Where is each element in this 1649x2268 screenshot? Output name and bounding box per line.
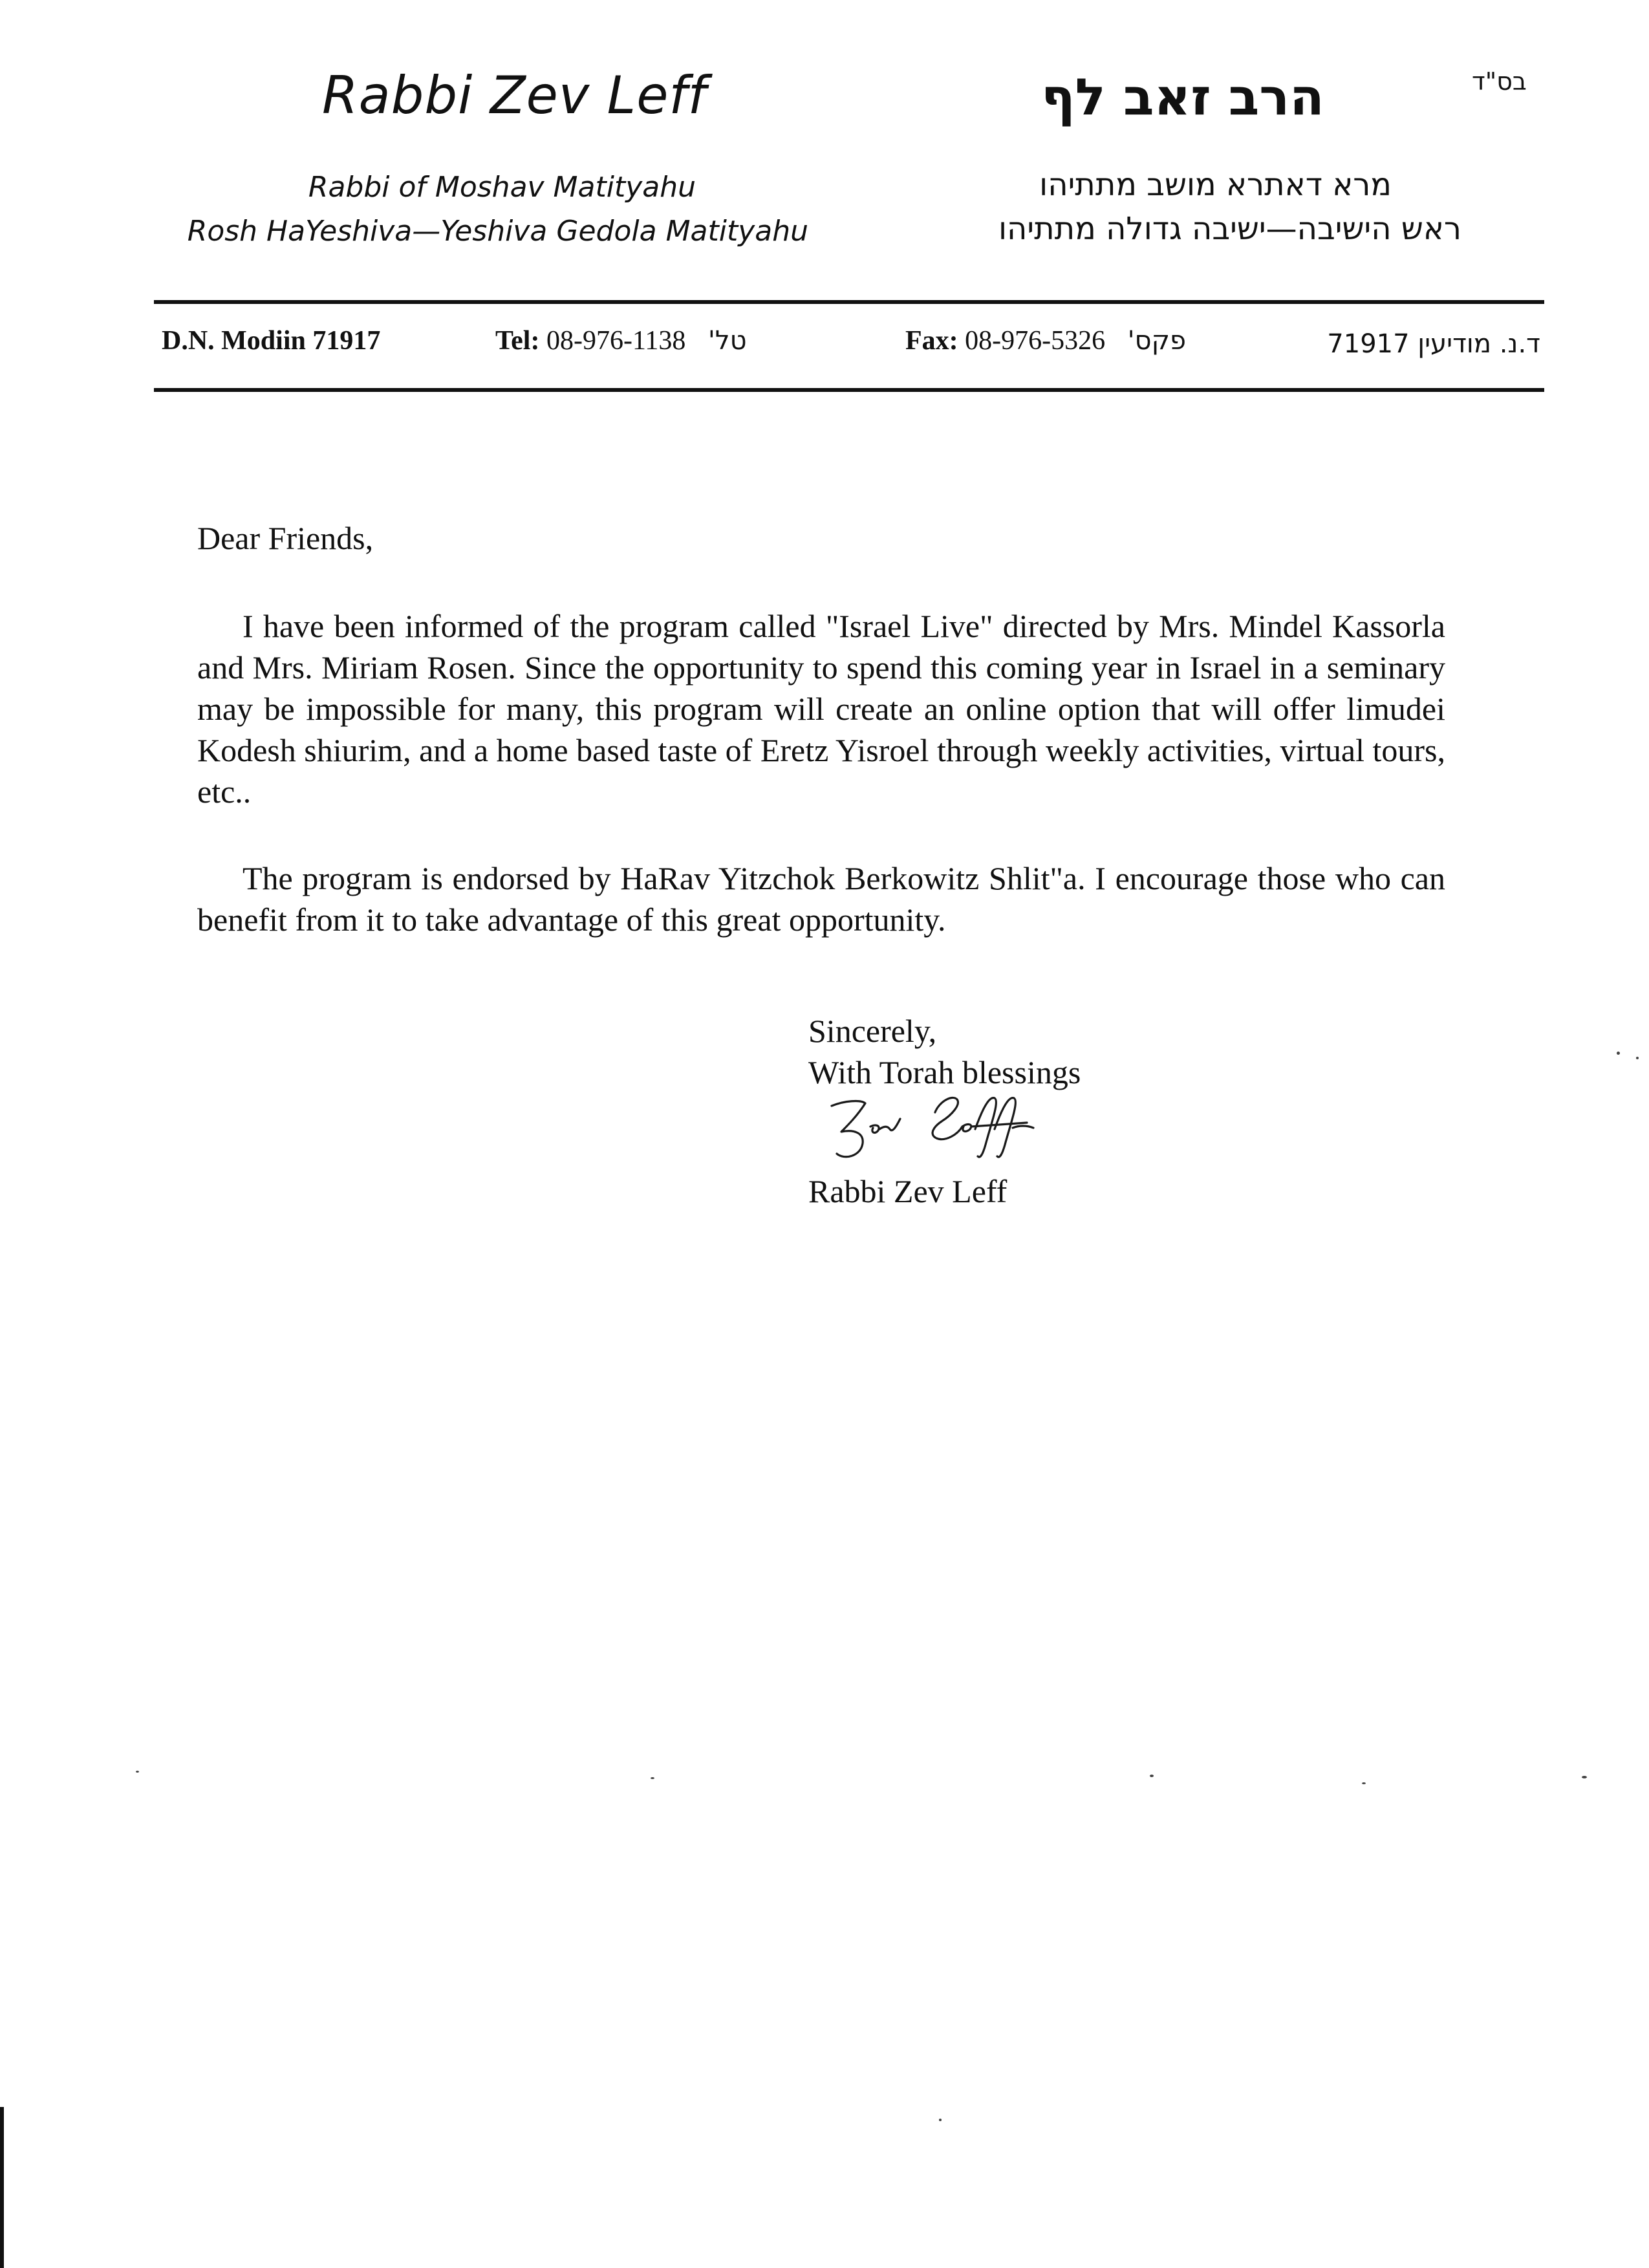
handwritten-signature <box>825 1086 1039 1171</box>
scan-speck <box>1582 1776 1587 1778</box>
paragraph-1: I have been informed of the program called "Israel Live" directed by Mrs. Mindel Kassorla and Mrs. Miriam Rosen. Since the opportunity to spend this coming year in Israel in a seminary may be impossible for many, this program will create an online option that will offer limudei Kodesh shiurim, and a home based taste of Eretz Yisroel through weekly activities, virtual tours, etc.. <box>197 608 1445 810</box>
scan-speck <box>1362 1782 1366 1784</box>
fax-label: Fax: <box>905 326 958 356</box>
closing-line-1: Sincerely, <box>808 1013 937 1049</box>
scan-speck <box>939 2119 942 2121</box>
contact-address-english <box>162 327 380 354</box>
contact-address-hebrew: ד.נ. מודיעין 71917 <box>1327 329 1540 359</box>
fax-number: 08-976-5326 <box>965 326 1106 356</box>
scan-edge-mark <box>0 2107 4 2268</box>
scan-speck <box>1636 1057 1639 1059</box>
tel-number: 08-976-1138 <box>546 326 686 356</box>
scan-speck <box>1150 1775 1154 1777</box>
letterhead-subtitle-english-2: Rosh HaYeshiva—Yeshiva Gedola Matityahu <box>187 215 808 248</box>
paragraph-2: The program is endorsed by HaRav Yitzchok Berkowitz Shlit"a. I encourage those who can benefit from it to take advantage of this great opportunity. <box>197 860 1445 938</box>
letterhead-name-english: Rabbi Zev Leff <box>322 65 707 125</box>
letterhead-name-hebrew: הרב זאב לף <box>1041 69 1324 127</box>
scan-speck <box>1617 1052 1620 1055</box>
address-english-text: D.N. Modiin 71917 <box>162 326 381 356</box>
contact-telephone <box>495 327 747 354</box>
scan-speck <box>136 1771 139 1773</box>
fax-label-hebrew: פקס' <box>1127 326 1186 356</box>
closing <box>808 1010 1081 1093</box>
closing-line-2: With Torah blessings <box>808 1054 1081 1090</box>
salutation: Dear Friends, <box>197 520 374 556</box>
signer-name: Rabbi Zev Leff <box>808 1173 1008 1209</box>
letter-body <box>197 517 1445 986</box>
letterhead-bottom-rule <box>154 388 1544 392</box>
tel-label: Tel: <box>495 326 540 356</box>
tel-label-hebrew: טל' <box>707 326 747 356</box>
letterhead-bsd-mark: בס"ד <box>1472 67 1527 96</box>
scan-speck <box>651 1777 654 1779</box>
letterhead-subtitle-hebrew-1: מרא דאתרא מושב מתתיהו <box>1039 167 1392 203</box>
letterhead-top-rule <box>154 300 1544 304</box>
letterhead-subtitle-english-1: Rabbi of Moshav Matityahu <box>308 171 696 204</box>
letterhead-subtitle-hebrew-2: ראש הישיבה—ישיבה גדולה מתתיהו <box>998 211 1461 247</box>
contact-fax <box>905 327 1186 354</box>
